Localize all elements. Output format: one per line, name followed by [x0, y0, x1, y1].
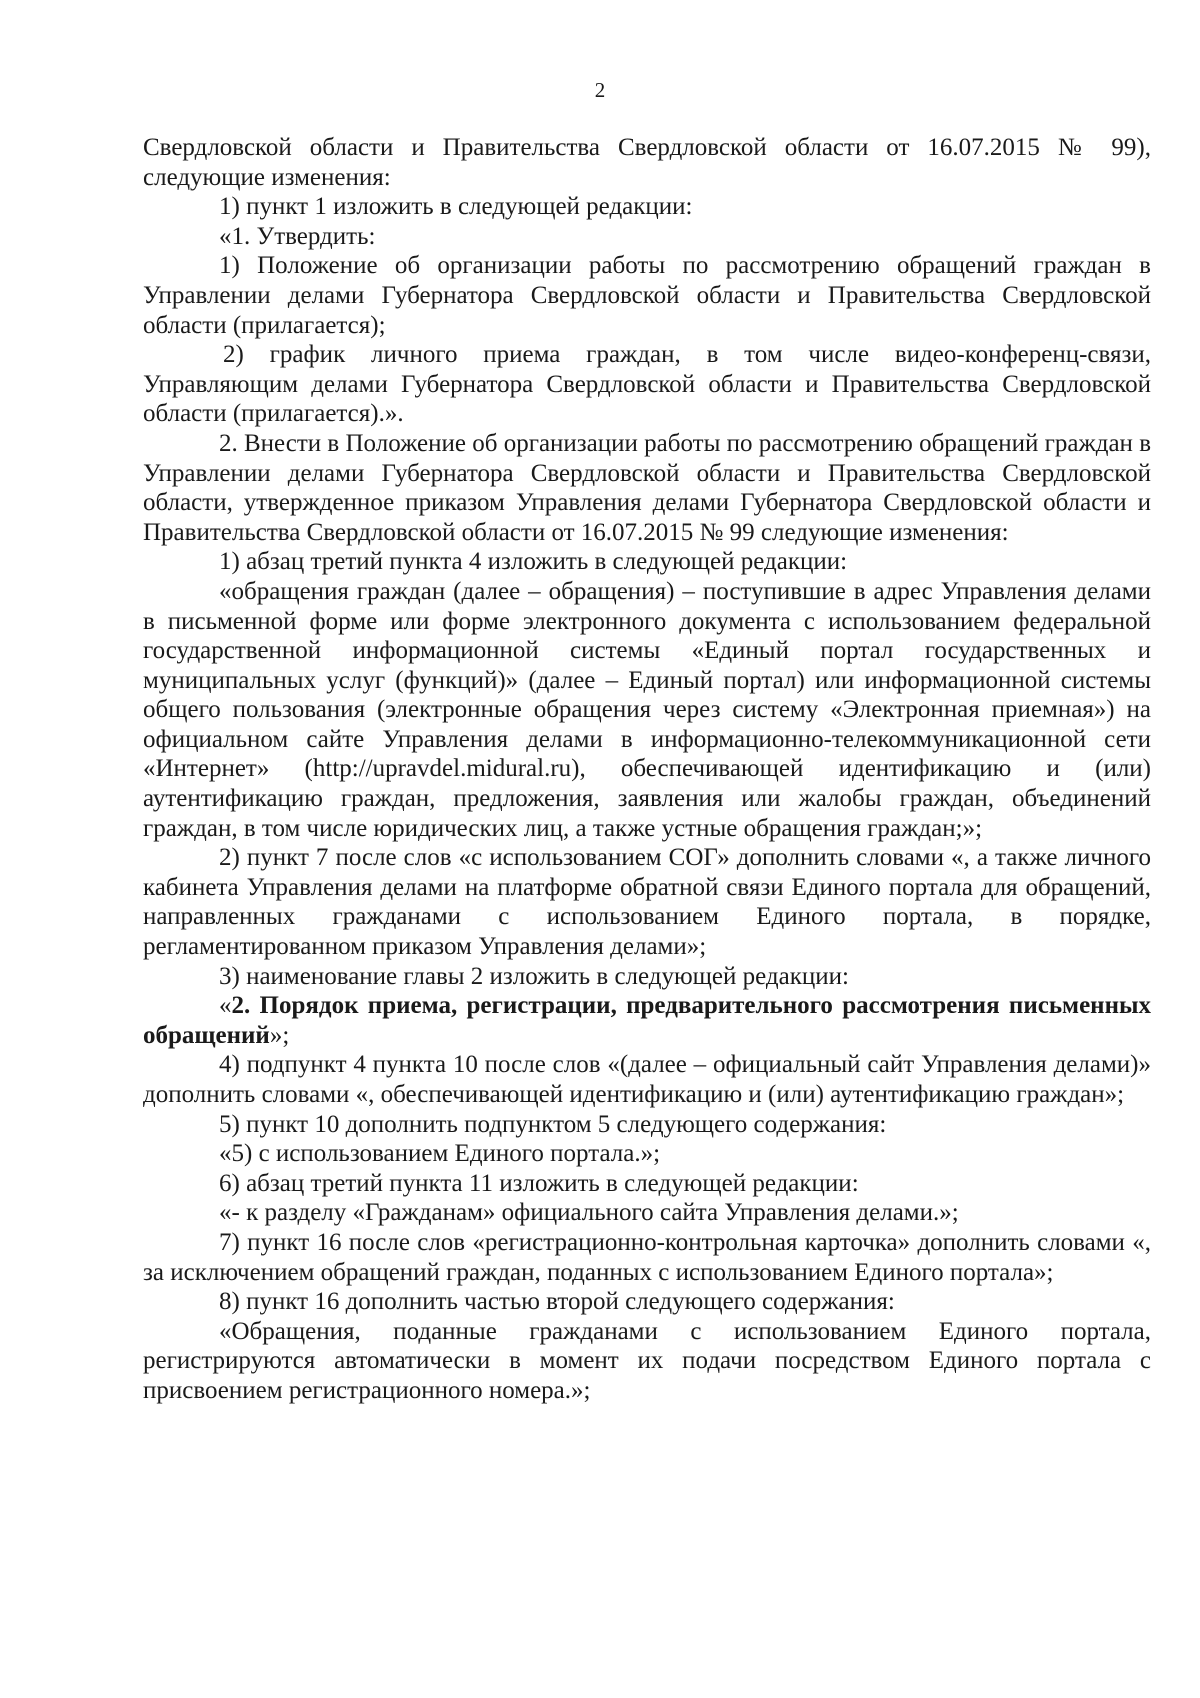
- paragraph-change-7: 7) пункт 16 после слов «регистрационно-контрольная карточка» дополнить словами «, за исключением обращений граждан, поданных с использованием Единого портала»;: [143, 1228, 1151, 1286]
- paragraph-change-5-content: «5) с использованием Единого портала.»;: [219, 1140, 661, 1168]
- paragraph-change-8-content: «Обращения, поданные гражданами с использованием Единого портала, регистрируются автоматически в момент их подачи посредством Единого портала с присвоением регистрационного номера.»;: [143, 1317, 1151, 1404]
- paragraph-change-6-content: «- к разделу «Гражданам» официального сайта Управления делами.»;: [219, 1199, 959, 1227]
- paragraph-item-2: 2. Внести в Положение об организации работы по рассмотрению обращений граждан в Управлении делами Губернатора Свердловской области и Правительства Свердловской области, утвержденное приказом Управления делами Губернатора Свердловской области и Правительства Свердловской области от 16.07.2015 № 99 следующие изменения:: [143, 429, 1151, 546]
- page-number: 2: [594, 78, 606, 102]
- paragraph-change-6: 6) абзац третий пункта 11 изложить в следующей редакции:: [219, 1169, 859, 1197]
- chapter-title-close-quote: »;: [269, 1021, 290, 1049]
- paragraph-continuation: Свердловской области и Правительства Свердловской области от 16.07.2015 № 99), следующие изменения:: [143, 134, 1151, 191]
- paragraph-approve-2: 2) график личного приема граждан, в том числе видео-конференц-связи, Управляющим делами Губернатора Свердловской области и Правительства Свердловской области (прилагается).».: [143, 341, 1151, 428]
- document-body: [143, 133, 1151, 1406]
- paragraph-change-1: 1) абзац третий пункта 4 изложить в следующей редакции:: [219, 548, 848, 576]
- paragraph-change-3: 3) наименование главы 2 изложить в следующей редакции:: [219, 962, 849, 990]
- paragraph-approve: «1. Утвердить:: [219, 222, 376, 250]
- chapter-title-bold: 2. Порядок приема, регистрации, предварительного рассмотрения письменных обращений: [143, 992, 1151, 1049]
- paragraph-change-5: 5) пункт 10 дополнить подпунктом 5 следующего содержания:: [219, 1110, 887, 1138]
- paragraph-approve-1: 1) Положение об организации работы по рассмотрению обращений граждан в Управлении делами Губернатора Свердловской области и Правительства Свердловской области (прилагается);: [143, 252, 1151, 339]
- paragraph-chapter-2-title: [143, 991, 1151, 1050]
- paragraph-change-8: 8) пункт 16 дополнить частью второй следующего содержания:: [219, 1288, 895, 1316]
- paragraph-change-4: 4) подпункт 4 пункта 10 после слов «(далее – официальный сайт Управления делами)» дополнить словами «, обеспечивающей идентификацию и (или) аутентификацию граждан»;: [143, 1051, 1151, 1108]
- paragraph-change-2: 2) пункт 7 после слов «с использованием СОГ» дополнить словами «, а также личного кабинета Управления делами на платформе обратной связи Единого портала для обращений, направленных гражданами с использованием Единого портала, в порядке, регламентированном приказом Управления делами»;: [143, 844, 1151, 961]
- paragraph-item-1: 1) пункт 1 изложить в следующей редакции:: [219, 193, 693, 221]
- chapter-title-open-quote: «: [219, 992, 232, 1020]
- paragraph-citizen-requests-definition: «обращения граждан (далее – обращения) – поступившие в адрес Управления делами в письменной форме или форме электронного документа с использованием федеральной государственной информационной системы «Единый портал государственных и муниципальных услуг (функций)» (далее – Единый портал) или информационной системы общего пользования (электронные обращения через систему «Электронная приемная») на официальном сайте Управления делами в информационно-телекоммуникационной сети «Интернет» (http://upravdel.midural.ru), обеспечивающей идентификацию и (или) аутентификацию граждан, предложения, заявления или жалобы граждан, объединений граждан, в том числе юридических лиц, а также устные обращения граждан;»;: [143, 577, 1151, 842]
